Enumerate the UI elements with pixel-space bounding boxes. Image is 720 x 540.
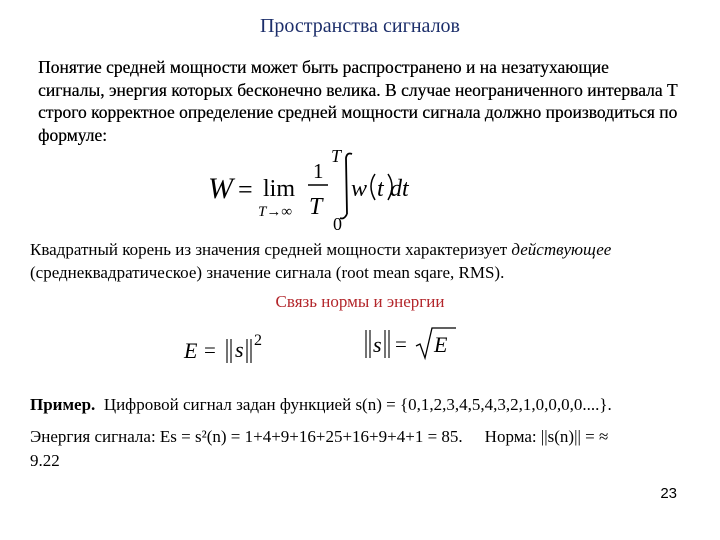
rms-paragraph [30,238,690,284]
energy-exp: 2 [254,332,262,349]
energy-text: Энергия сигнала: Es = s²(n) = 1+4+9+16+25+16+9+4+1 = 85. [30,427,463,446]
formula-int-lower: 0 [333,214,342,234]
norm-formula [356,322,466,366]
norm-text: Норма: ||s(n)|| = ≈ [484,427,609,446]
norm-rad: E [434,332,448,357]
page-number: 23 [660,485,677,502]
formula-equals: = [238,175,253,204]
slide-title: Пространства сигналов [259,15,461,37]
rms-text-2: (среднеквадратическое) значение сигнала (root mean sqare, RMS). [30,263,505,282]
energy-s: s [235,337,244,362]
formula-lim: lim [263,176,296,202]
energy-formula [178,325,288,369]
formula-lparen [371,174,375,200]
rms-text-1: Квадратный корень из значения средней мощности характеризует [30,240,512,259]
example-line [30,395,700,415]
energy-equals: = [204,338,216,362]
example-text: Цифровой сигнал задан функцией s(n) = {0,1,2,3,4,5,4,3,2,1,0,0,0,0....}. [103,395,612,414]
norm-value: 9.22 [30,451,60,470]
formula-int-upper: T [331,148,342,166]
section-subtitle: Связь нормы и энергии [275,292,445,311]
average-power-formula [200,148,420,238]
example-label: Пример. [30,395,96,414]
formula-integrand-w: w [351,176,368,202]
formula-lim-sub: T→∞ [258,204,293,220]
formula-frac-den: T [309,194,323,220]
formula-w: W [208,172,233,205]
energy-line [30,427,700,447]
energy-e: E [184,338,198,363]
formula-integrand-t: t [377,176,384,202]
norm-s: s [373,332,382,357]
rms-text-italic: действующее [511,240,612,259]
formula-dt: dt [390,176,409,202]
formula-frac-num: 1 [313,159,324,183]
norm-equals: = [395,332,407,356]
power-definition-paragraph: Понятие средней мощности может быть распространено и на незатухающие сигналы, энергия которых бесконечно велика. В случае неограниченного интервала T строго корректное определение средней мощности сигнала должно производиться по формуле: [38,57,678,145]
